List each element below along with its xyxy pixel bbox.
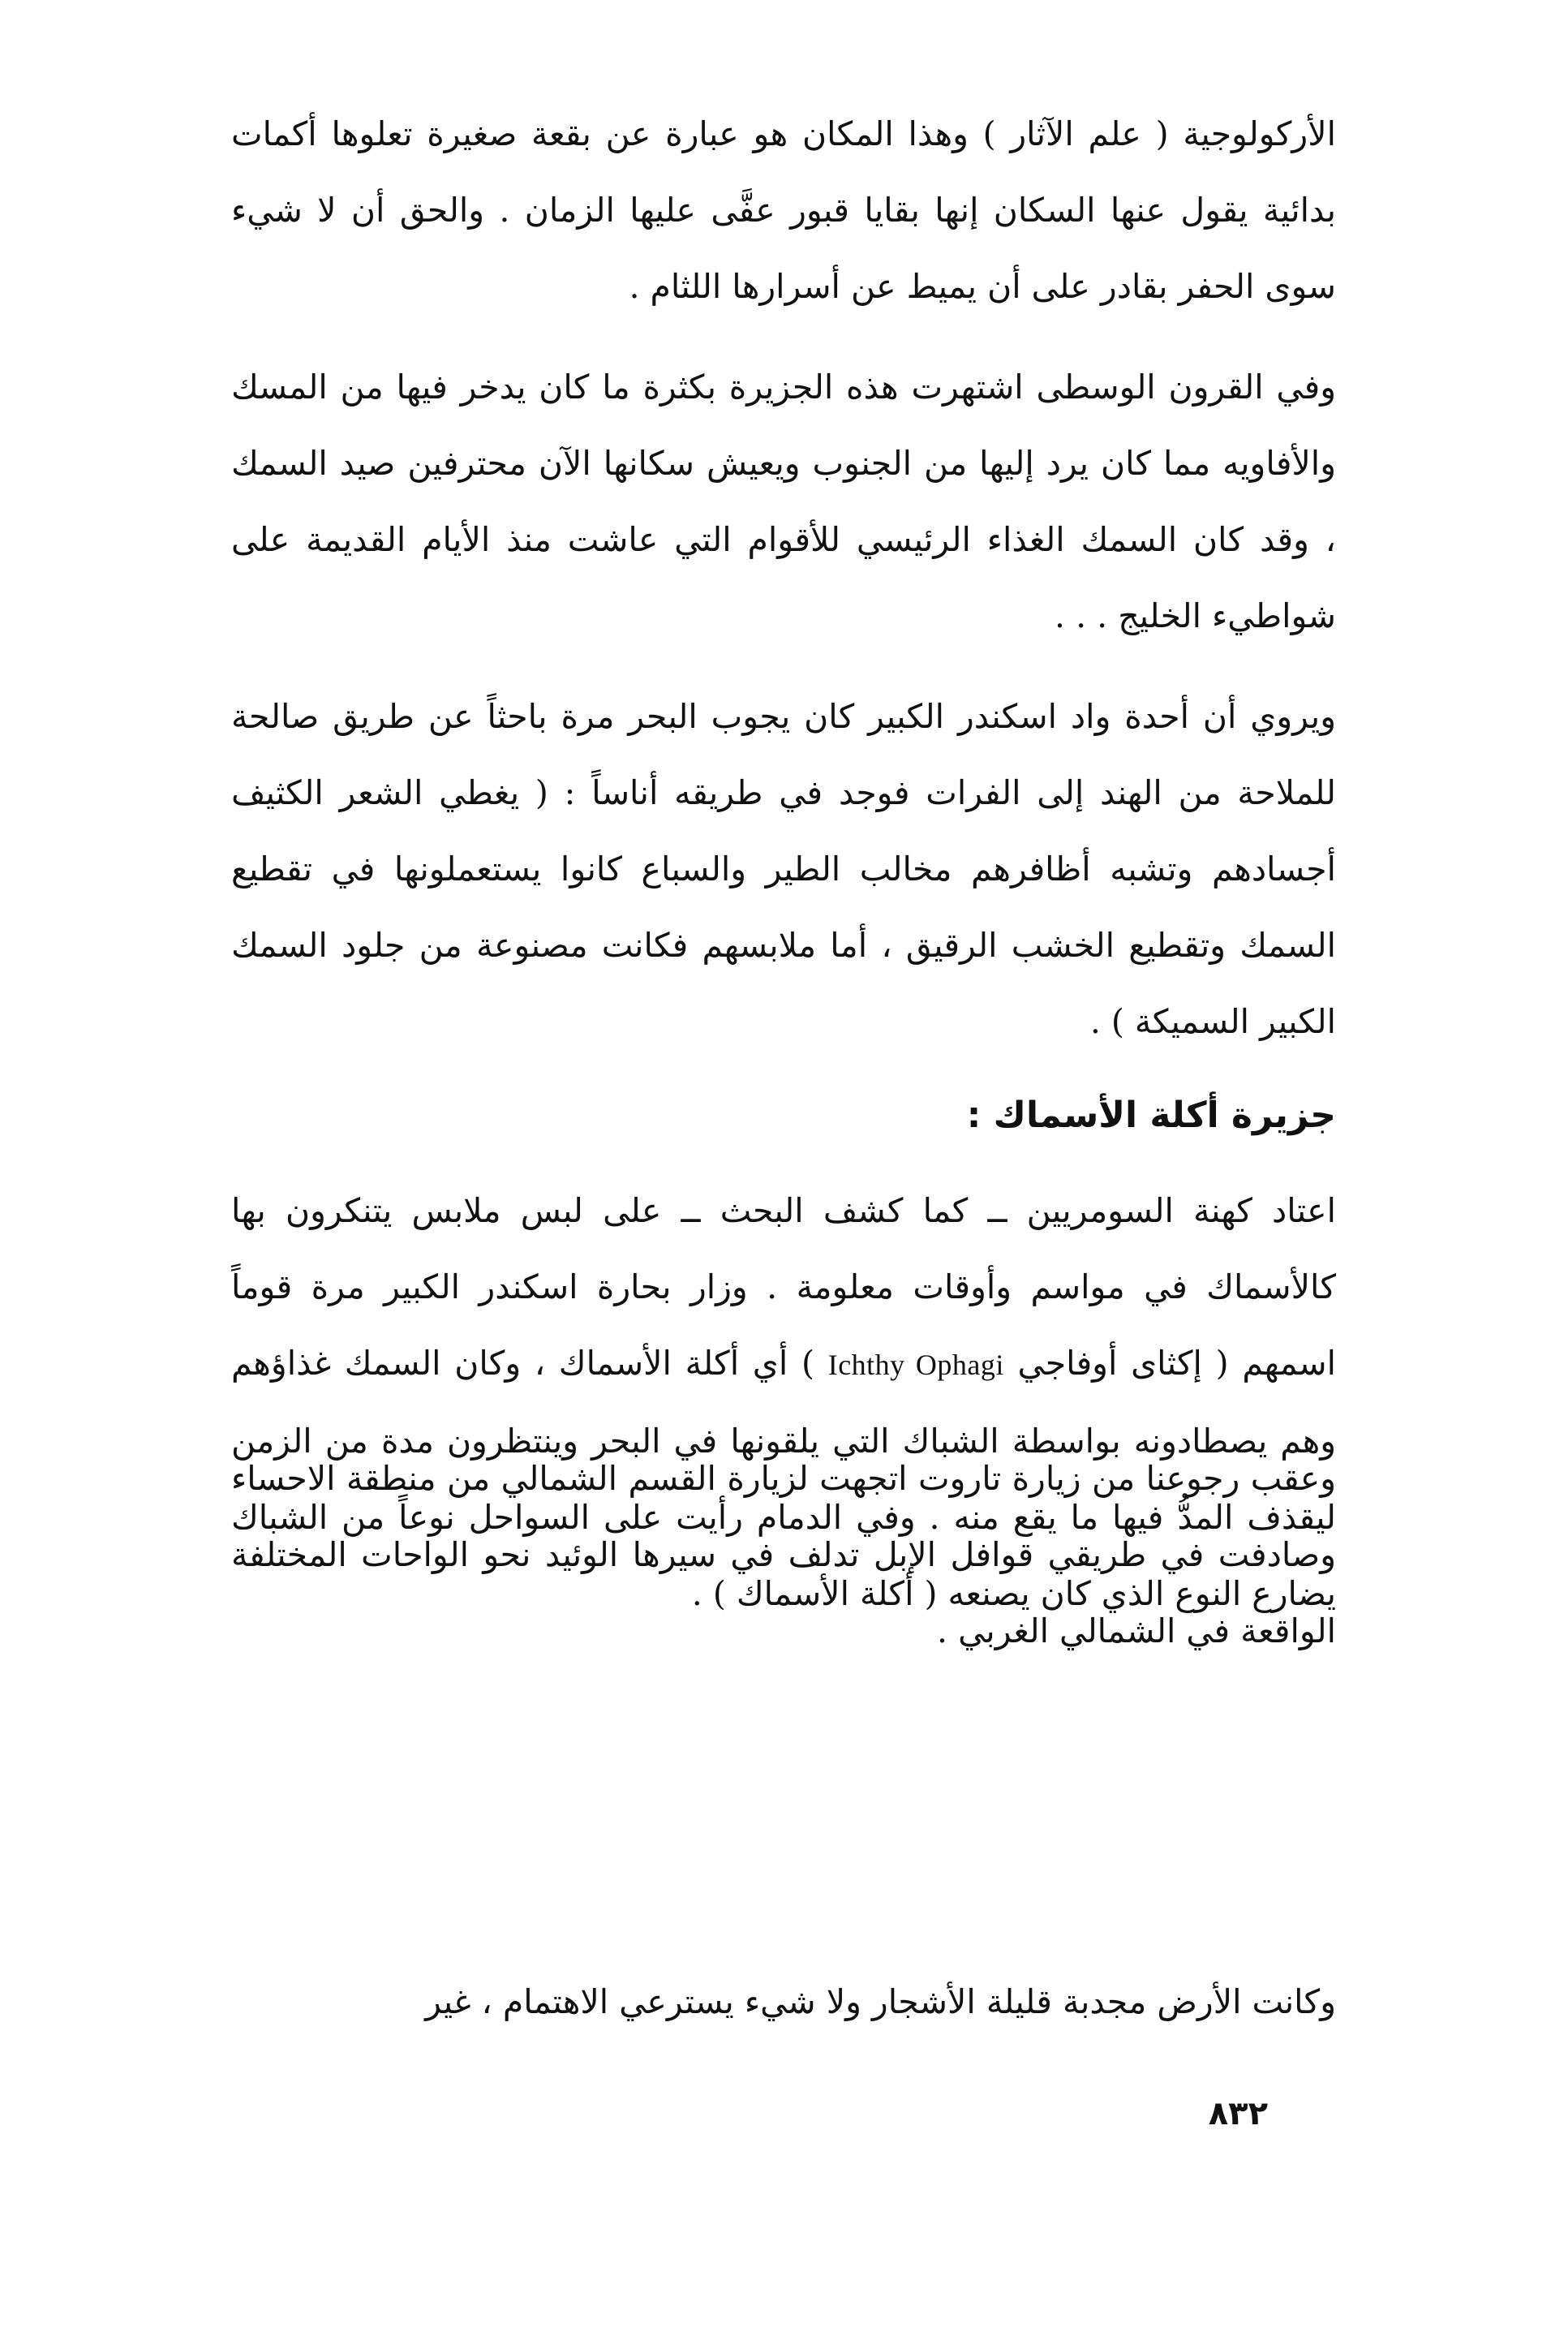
paragraph-barren-land: وكانت الأرض مجدبة قليلة الأشجار ولا شيء يسترعي الاهتمام ، غير xyxy=(425,1982,1336,2021)
paragraph-middle-ages: وفي القرون الوسطى اشتهرت هذه الجزيرة بكثرة ما كان يدخر فيها من المسك والأفاويه مما كان يرد إليها من الجنوب ويعيش سكانها الآن محترفين صيد السمك ، وقد كان السمك الغذاء الرئيسي للأقوام التي عاشت منذ الأيام القديمة على شواطيء الخليج . . . xyxy=(231,368,1336,635)
paragraph-fish-eaters-part-1: اعتاد كهنة السومريين ــ كما كشف البحث ــ على لبس ملابس يتنكرون بها كالأسماك في مواسم وأوقات معلومة . وزار بحارة اسكندر الكبير مرة قوماً اسمهم ( إكثاى أوفاجي xyxy=(231,1191,1336,1383)
latin-term-ichthyophagi: Ichthy Ophagi xyxy=(827,1349,1004,1381)
paragraph-fish-eaters-part-2: ) أي أكلة الأسماك ، وكان السمك غذاؤهم وهم يصطادونه بواسطة الشباك التي يلقونها في البحر وينتظرون مدة من الزمن ليقذف المدُّ فيها ما يقع منه . وفي الدمام رأيت على السواحل نوعاً من الشباك يضارع النوع الذي كان يصنعه ( أكلة الأسماك ) . xyxy=(231,1344,1336,1613)
page-number: ٨٣٢ xyxy=(1208,2095,1268,2132)
paragraph-return-from-tarout: وعقب رجوعنا من زيارة تاروت اتجهت لزيارة القسم الشمالي من منطقة الاحساء وصادفت في طريقي قوافل الإبل تدلف في سيرها الوئيد نحو الواحات المختلفة الواقعة في الشمالي الغربي . xyxy=(231,1459,1336,1650)
paragraph-archaeology: الأركولوجية ( علم الآثار ) وهذا المكان هو عبارة عن بقعة صغيرة تعلوها أكمات بدائية يقول عنها السكان إنها بقايا قبور عفَّى عليها الزمان . والحق أن لا شيء سوى الحفر بقادر على أن يميط عن أسرارها اللثام . xyxy=(231,114,1336,306)
paragraph-alexander-voyage: ويروي أن أحدة واد اسكندر الكبير كان يجوب البحر مرة باحثاً عن طريق صالحة للملاحة من الهند إلى الفرات فوجد في طريقه أناساً : ( يغطي الشعر الكثيف أجسادهم وتشبه أظافرهم مخالب الطير والسباع كانوا يستعملونها في تقطيع السمك وتقطيع الخشب الرقيق ، أما ملابسهم فكانت مصنوعة من جلود السمك الكبير السميكة ) . xyxy=(231,697,1336,1041)
section-heading-fish-eaters-island: جزيرة أكلة الأسماك : xyxy=(966,1095,1336,1136)
